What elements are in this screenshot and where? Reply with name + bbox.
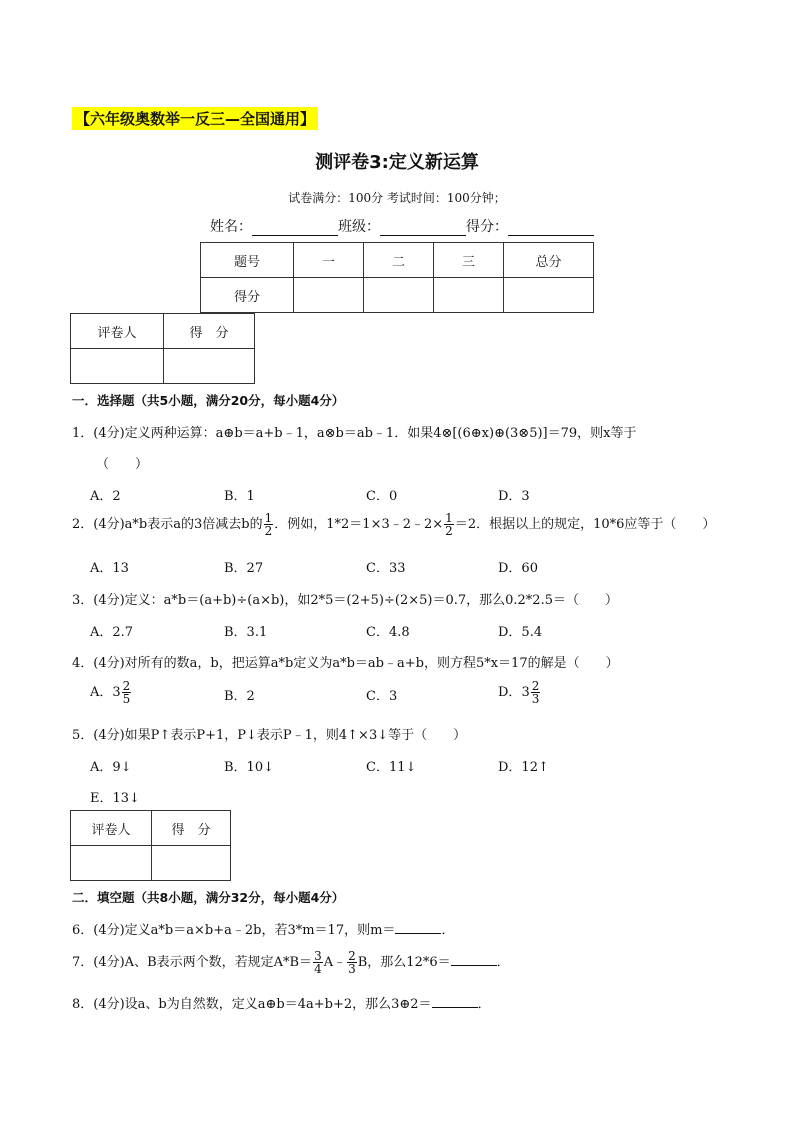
answer-blank[interactable] <box>451 953 497 966</box>
score-cell[interactable] <box>294 278 364 313</box>
q2-fraction-2: $\frac{1}{2}$ <box>445 511 453 538</box>
q2-option-d[interactable]: D．60 <box>498 561 538 576</box>
score-cell[interactable] <box>504 278 594 313</box>
question-3: 3．(4分)定义：a*b＝(a+b)÷(a×b)，如2*5＝(2+5)÷(2×5)＝0.7，那么0.2*2.5＝（ ） <box>72 593 618 608</box>
q1-option-c[interactable]: C．0 <box>366 489 398 504</box>
q5-option-c[interactable]: C．11↓ <box>366 760 417 775</box>
q1-option-a[interactable]: A．2 <box>90 489 121 504</box>
question-1: 1．(4分)定义两种运算：a⊕b＝a+b﹣1，a⊗b＝ab﹣1．如果4⊗[(6⊕x)⊕(3⊗5)]＝79，则x等于 <box>72 426 637 441</box>
header-cell: 总分 <box>504 243 594 278</box>
page-title: 测评卷3:定义新运算 <box>315 152 479 173</box>
header-cell: 二 <box>364 243 434 278</box>
answer-blank[interactable] <box>395 921 441 934</box>
q2-option-b[interactable]: B．27 <box>224 561 264 576</box>
grader-label: 评卷人 <box>71 314 164 349</box>
q3-option-d[interactable]: D．5.4 <box>498 625 543 640</box>
header-cell: 题号 <box>201 243 294 278</box>
row-label: 得分 <box>201 278 294 313</box>
question-7: 7．(4分)A、B表示两个数，若规定A*B＝ $\frac{3}{4}$ A﹣ $\frac{2}{3}$ B，那么12*6＝ ． <box>72 949 510 976</box>
score-label: 得分： <box>466 219 508 235</box>
header-cell: 三 <box>434 243 504 278</box>
score-cell[interactable] <box>152 846 231 881</box>
student-info-row <box>210 216 594 236</box>
header-cell: 一 <box>294 243 364 278</box>
name-label: 姓名： <box>210 219 252 235</box>
question-5: 5．(4分)如果P↑表示P+1，P↓表示P﹣1，则4↑×3↓等于（ ） <box>72 728 467 743</box>
score-cell[interactable] <box>364 278 434 313</box>
q4-option-c[interactable]: C．3 <box>366 689 398 704</box>
grader-table-2 <box>70 810 231 881</box>
name-field[interactable] <box>252 221 338 236</box>
score-label-cell: 得 分 <box>152 811 231 846</box>
grader-cell[interactable] <box>71 349 164 384</box>
grader-label: 评卷人 <box>71 811 152 846</box>
q2-text-a: 2．(4分)a*b表示a的3倍减去b的 <box>72 517 263 532</box>
score-field[interactable] <box>508 221 594 236</box>
section-heading-2: 二．填空题（共8小题，满分32分，每小题4分） <box>72 890 345 905</box>
grader-cell[interactable] <box>71 846 152 881</box>
question-6: 6．(4分)定义a*b＝a×b+a﹣2b，若3*m＝17，则m＝ ． <box>72 923 455 938</box>
q2-text-b: ．例如，1*2＝1×3﹣2﹣2× <box>274 517 444 532</box>
question-1-paren: （ ） <box>96 457 149 472</box>
question-4: 4．(4分)对所有的数a，b，把运算a*b定义为a*b＝ab﹣a+b，则方程5*x＝17的解是（ ） <box>72 656 619 671</box>
q2-text-c: ＝2．根据以上的规定，10*6应等于（ ） <box>454 517 716 532</box>
score-label-cell: 得 分 <box>164 314 255 349</box>
q3-option-c[interactable]: C．4.8 <box>366 625 410 640</box>
q2-option-a[interactable]: A．13 <box>90 561 129 576</box>
q2-fraction-1: $\frac{1}{2}$ <box>264 511 273 538</box>
q2-option-c[interactable]: C．33 <box>366 561 406 576</box>
question-2 <box>72 512 715 537</box>
q5-option-d[interactable]: D．12↑ <box>498 760 549 775</box>
class-field[interactable] <box>380 221 466 236</box>
class-label: 班级： <box>338 219 380 235</box>
q5-option-a[interactable]: A．9↓ <box>90 760 132 775</box>
answer-blank[interactable] <box>432 995 478 1008</box>
score-table <box>200 242 594 313</box>
q5-option-e[interactable]: E．13↓ <box>90 791 140 806</box>
q4-option-d[interactable]: D．3 $\frac{2}{3}$ <box>498 679 540 706</box>
grader-table-1 <box>70 313 255 384</box>
q3-option-a[interactable]: A．2.7 <box>90 625 134 640</box>
q5-option-b[interactable]: B．10↓ <box>224 760 274 775</box>
section-heading-1: 一．选择题（共5小题，满分20分，每小题4分） <box>72 393 345 408</box>
score-cell[interactable] <box>164 349 255 384</box>
q3-option-b[interactable]: B．3.1 <box>224 625 268 640</box>
q1-option-b[interactable]: B．1 <box>224 489 255 504</box>
q1-option-d[interactable]: D．3 <box>498 489 530 504</box>
q4-option-a[interactable]: A．3 $\frac{2}{5}$ <box>90 679 131 706</box>
question-8: 8．(4分)设a、b为自然数，定义a⊕b＝4a+b+2，那么3⊕2＝ ． <box>72 997 491 1012</box>
q4-option-b[interactable]: B．2 <box>224 689 255 704</box>
score-cell[interactable] <box>434 278 504 313</box>
series-banner: 【六年级奥数举一反三—全国通用】 <box>72 107 318 130</box>
exam-info: 试卷满分：100分 考试时间：100分钟； <box>288 191 506 205</box>
